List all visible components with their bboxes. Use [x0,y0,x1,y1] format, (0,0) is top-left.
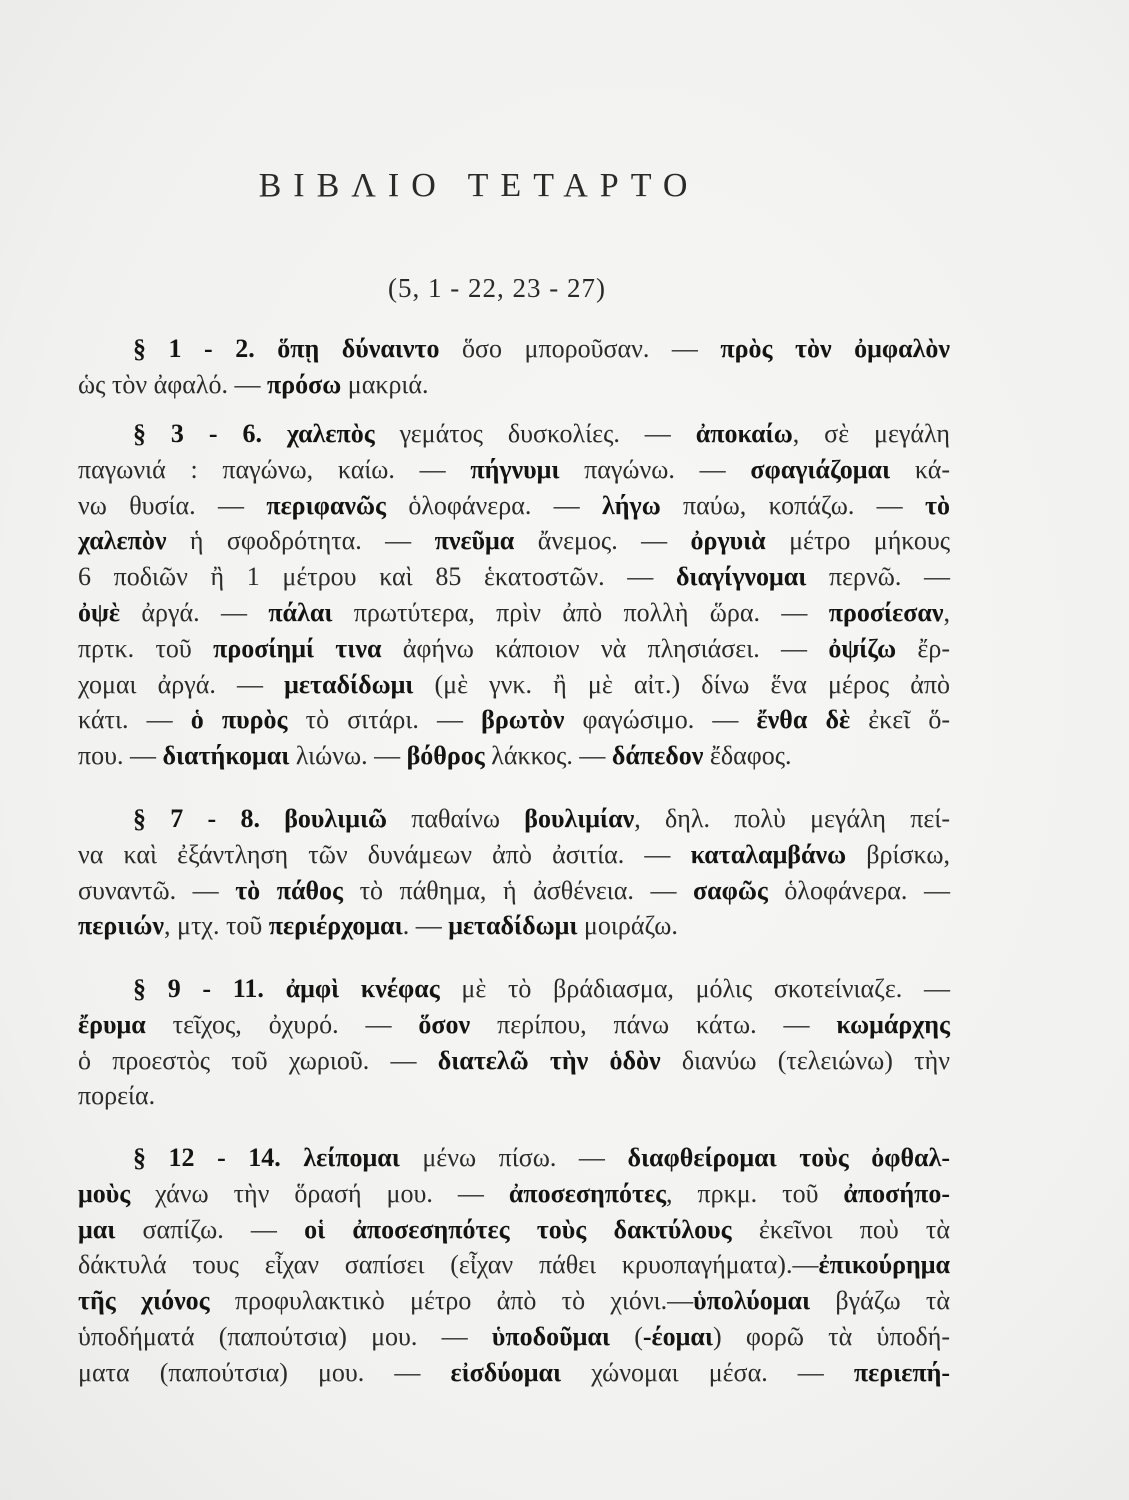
headword: πρὸς τὸν ὀμφαλὸν [720,334,951,363]
text-line [78,1140,950,1176]
headword: βόθρος [406,741,485,771]
gloss-text: ὑποδήματά (παπούτσια) μου. — [78,1321,492,1351]
gloss-text: χώνομαι μέσα. — [561,1357,854,1387]
headword: δάπεδον [611,741,704,771]
headword: τῆς χιόνος [78,1286,210,1316]
headword: § 12 - 14. λείπομαι [133,1143,400,1172]
gloss-text: ματα (παπούτσια) μου. — [78,1357,451,1387]
text-line [78,367,950,403]
gloss-text: λιώνω. — [289,741,407,771]
gloss-text: ὅσο μποροῦσαν. — [439,334,721,363]
gloss-text: περνῶ. — [806,562,950,592]
gloss-text: ἀφήνω κάποιον νὰ πλησιάσει. — [381,633,829,663]
text-line [78,1043,950,1079]
headword: διατήκομαι [162,741,290,771]
headword: ὁ πυρὸς [190,705,288,735]
gloss-text: ἡ σφοδρότητα. — [166,526,435,556]
text-line [78,738,950,774]
headword: πρόσω [266,369,342,399]
gloss-text: , [943,597,950,627]
text-line [78,631,950,667]
gloss-text: φαγώσιμο. — [564,705,757,735]
headword: σαφῶς [693,875,768,905]
gloss-text: πρωτύτερα, πρὶν ἀπὸ πολλὴ ὥρα. — [332,597,829,627]
glossary-paragraph [78,331,950,403]
gloss-text: προφυλακτικὸ μέτρο ἀπὸ τὸ χιόνι.— [209,1286,694,1316]
text-line [78,908,950,944]
headword: πήγνυμι [470,454,560,484]
gloss-text: ( [609,1321,643,1351]
gloss-text: να καὶ ἐξάντληση τῶν δυνάμεων ἀπὸ ἀσιτία. — [78,839,691,869]
headword: § 1 - 2. ὅπῃ δύναιντο [133,334,440,363]
gloss-text: παθαίνω [387,804,525,833]
headword: ὅσον [418,1009,471,1039]
gloss-text: τεῖχος, ὀχυρό. — [145,1009,419,1039]
gloss-text: πορεία. [78,1081,156,1111]
text-line [78,667,950,703]
headword: λήγω [602,490,661,520]
headword: τὸ [925,490,950,520]
headword: περιιών [78,911,165,941]
headword: διαφθείρομαι τοὺς ὀφθαλ- [627,1143,950,1172]
gloss-text: (μὲ γνκ. ἢ μὲ αἰτ.) δίνω ἕνα μέρος ἀπὸ [413,669,951,699]
gloss-text: μέτρο μήκους [765,526,951,556]
gloss-text: , δηλ. πολὺ μεγάλη πεί- [634,804,950,833]
headword: διατελῶ τὴν ὁδὸν [437,1045,661,1075]
headword: τὸ πάθος [235,875,344,905]
gloss-text: ὁ προεστὸς τοῦ χωριοῦ. — [78,1045,438,1075]
gloss-text: μοιράζω. [577,911,678,941]
gloss-text: ἔρ- [896,633,950,663]
gloss-text: ) φορῶ τὰ ὑποδή- [712,1321,950,1351]
gloss-text: λάκκος. — [484,741,612,771]
text-line [78,1212,950,1248]
gloss-text: ἀργά. — [120,597,269,627]
gloss-text: περίπου, πάνω κάτω. — [470,1009,837,1039]
text-line [78,595,950,631]
headword: βρωτὸν [481,705,565,735]
headword: πνεῦμα [434,526,515,556]
glossary-paragraph [78,416,950,774]
headword: πάλαι [268,597,333,627]
chapter-title: ΒΙΒΛΙΟ ΤΕΤΑΡΤΟ [258,167,700,204]
headword: οἱ ἀποσεσηπότες τοὺς δακτύλους [304,1214,732,1244]
headword: μοὺς [78,1178,131,1208]
gloss-text: τὸ σιτάρι. — [287,705,482,735]
gloss-text: , μτχ. τοῦ [164,911,269,941]
gloss-text: κά- [890,454,950,484]
gloss-text: δάκτυλά τους εἶχαν σαπίσει (εἶχαν πάθει κρυοπαγήματα).— [78,1250,819,1280]
headword: ἀποσήπο- [843,1178,950,1208]
gloss-text: διανύω (τελειώνω) τὴν [660,1045,950,1075]
gloss-text: κάτι. — [78,705,191,735]
headword: ἀποκαίω [695,419,793,448]
headword: ἀποσεσηπότες [508,1178,667,1208]
text-line [78,416,950,452]
text-line [78,801,950,837]
headword: ἔνθα δὲ [756,705,851,735]
text-line [78,452,950,488]
gloss-text: ἄνεμος. — [514,526,691,556]
gloss-text: 6 ποδιῶν ἢ 1 μέτρου καὶ 85 ἑκατοστῶν. — [78,562,676,592]
text-line [78,1007,950,1043]
gloss-text: ὡς τὸν ἀφαλό. — [78,369,267,399]
headword: διαγίγνομαι [675,562,807,592]
gloss-text: μένω πίσω. — [399,1143,628,1172]
gloss-text: σαπίζω. — [115,1214,305,1244]
text-line [78,1319,950,1355]
headword: προσίημί τινα [213,633,382,663]
gloss-text: παύω, κοπάζω. — [660,490,925,520]
text-line [78,559,950,595]
text-line [78,1247,950,1283]
headword: χαλεπὸν [78,526,167,556]
gloss-text: βγάζω τὰ [810,1286,951,1316]
text-line [78,702,950,738]
text-line [78,1355,950,1391]
headword: ὀψὲ [78,597,120,627]
headword: μεταδίδωμι [448,911,578,941]
headword: περιεπή- [853,1357,950,1387]
gloss-text: που. — [78,741,163,771]
headword: μαι [78,1214,116,1244]
chapter-range: (5, 1 - 22, 23 - 27) [388,273,606,303]
gloss-text: , σὲ μεγάλη [792,419,950,448]
gloss-text: παγωνιά : παγώνω, καίω. — [78,454,471,484]
headword: βουλιμίαν [524,804,635,833]
gloss-text: βρίσκω, [846,839,950,869]
text-line [78,873,950,909]
gloss-text: γεμάτος δυσκολίες. — [374,419,696,448]
headword: -έομαι [642,1321,713,1351]
gloss-text: ὁλοφάνερα. — [767,875,950,905]
headword: ἔρυμα [78,1009,146,1039]
headword: προσίεσαν [828,597,944,627]
gloss-text: . — [402,911,449,941]
glossary-paragraph [78,801,950,944]
headword: περιέρχομαι [268,911,403,941]
gloss-text: ἔδαφος. [703,741,792,771]
headword: μεταδίδωμι [284,669,414,699]
glossary-paragraph [78,971,950,1114]
gloss-text: ἐκεῖνοι ποὺ τὰ [731,1214,950,1244]
gloss-text: χομαι ἀργά. — [78,669,285,699]
headword: ὑπολύομαι [693,1286,811,1316]
headword: καταλαμβάνω [690,839,847,869]
text-line [78,971,950,1007]
gloss-text: μὲ τὸ βράδιασμα, μόλις σκοτείνιαζε. — [439,974,951,1003]
gloss-text: νω θυσία. — [78,490,267,520]
headword: σφαγιάζομαι [750,454,891,484]
gloss-text: τὸ πάθημα, ἡ ἀσθένεια. — [343,875,694,905]
headword: ἐπικούρημα [818,1250,950,1280]
headword: § 9 - 11. ἀμφὶ κνέφας [133,974,440,1003]
gloss-text: χάνω τὴν ὅρασή μου. — [130,1178,509,1208]
text-line [78,837,950,873]
text-line [78,488,950,524]
headword: ὀργυιὰ [690,526,766,556]
text-line [78,1078,950,1114]
gloss-text: πρτκ. τοῦ [78,633,214,663]
headword: § 3 - 6. χαλεπὸς [133,419,375,448]
headword: ὑποδοῦμαι [491,1321,610,1351]
headword: εἰσδύομαι [450,1357,562,1387]
headword: περιφανῶς [266,490,386,520]
text-line [78,1176,950,1212]
gloss-text: παγώνω. — [559,454,751,484]
headword: ὀψίζω [828,633,897,663]
text-line [78,1283,950,1319]
text-line [78,523,950,559]
gloss-text: ἐκεῖ ὅ- [850,705,951,735]
gloss-text: , πρκμ. τοῦ [666,1178,844,1208]
gloss-text: ὁλοφάνερα. — [385,490,602,520]
text-line [78,331,950,367]
gloss-text: συναντῶ. — [78,875,236,905]
headword: § 7 - 8. βουλιμιῶ [133,804,388,833]
headword: κωμάρχης [836,1009,950,1039]
gloss-text: μακριά. [341,369,429,399]
glossary-paragraph [78,1140,950,1391]
